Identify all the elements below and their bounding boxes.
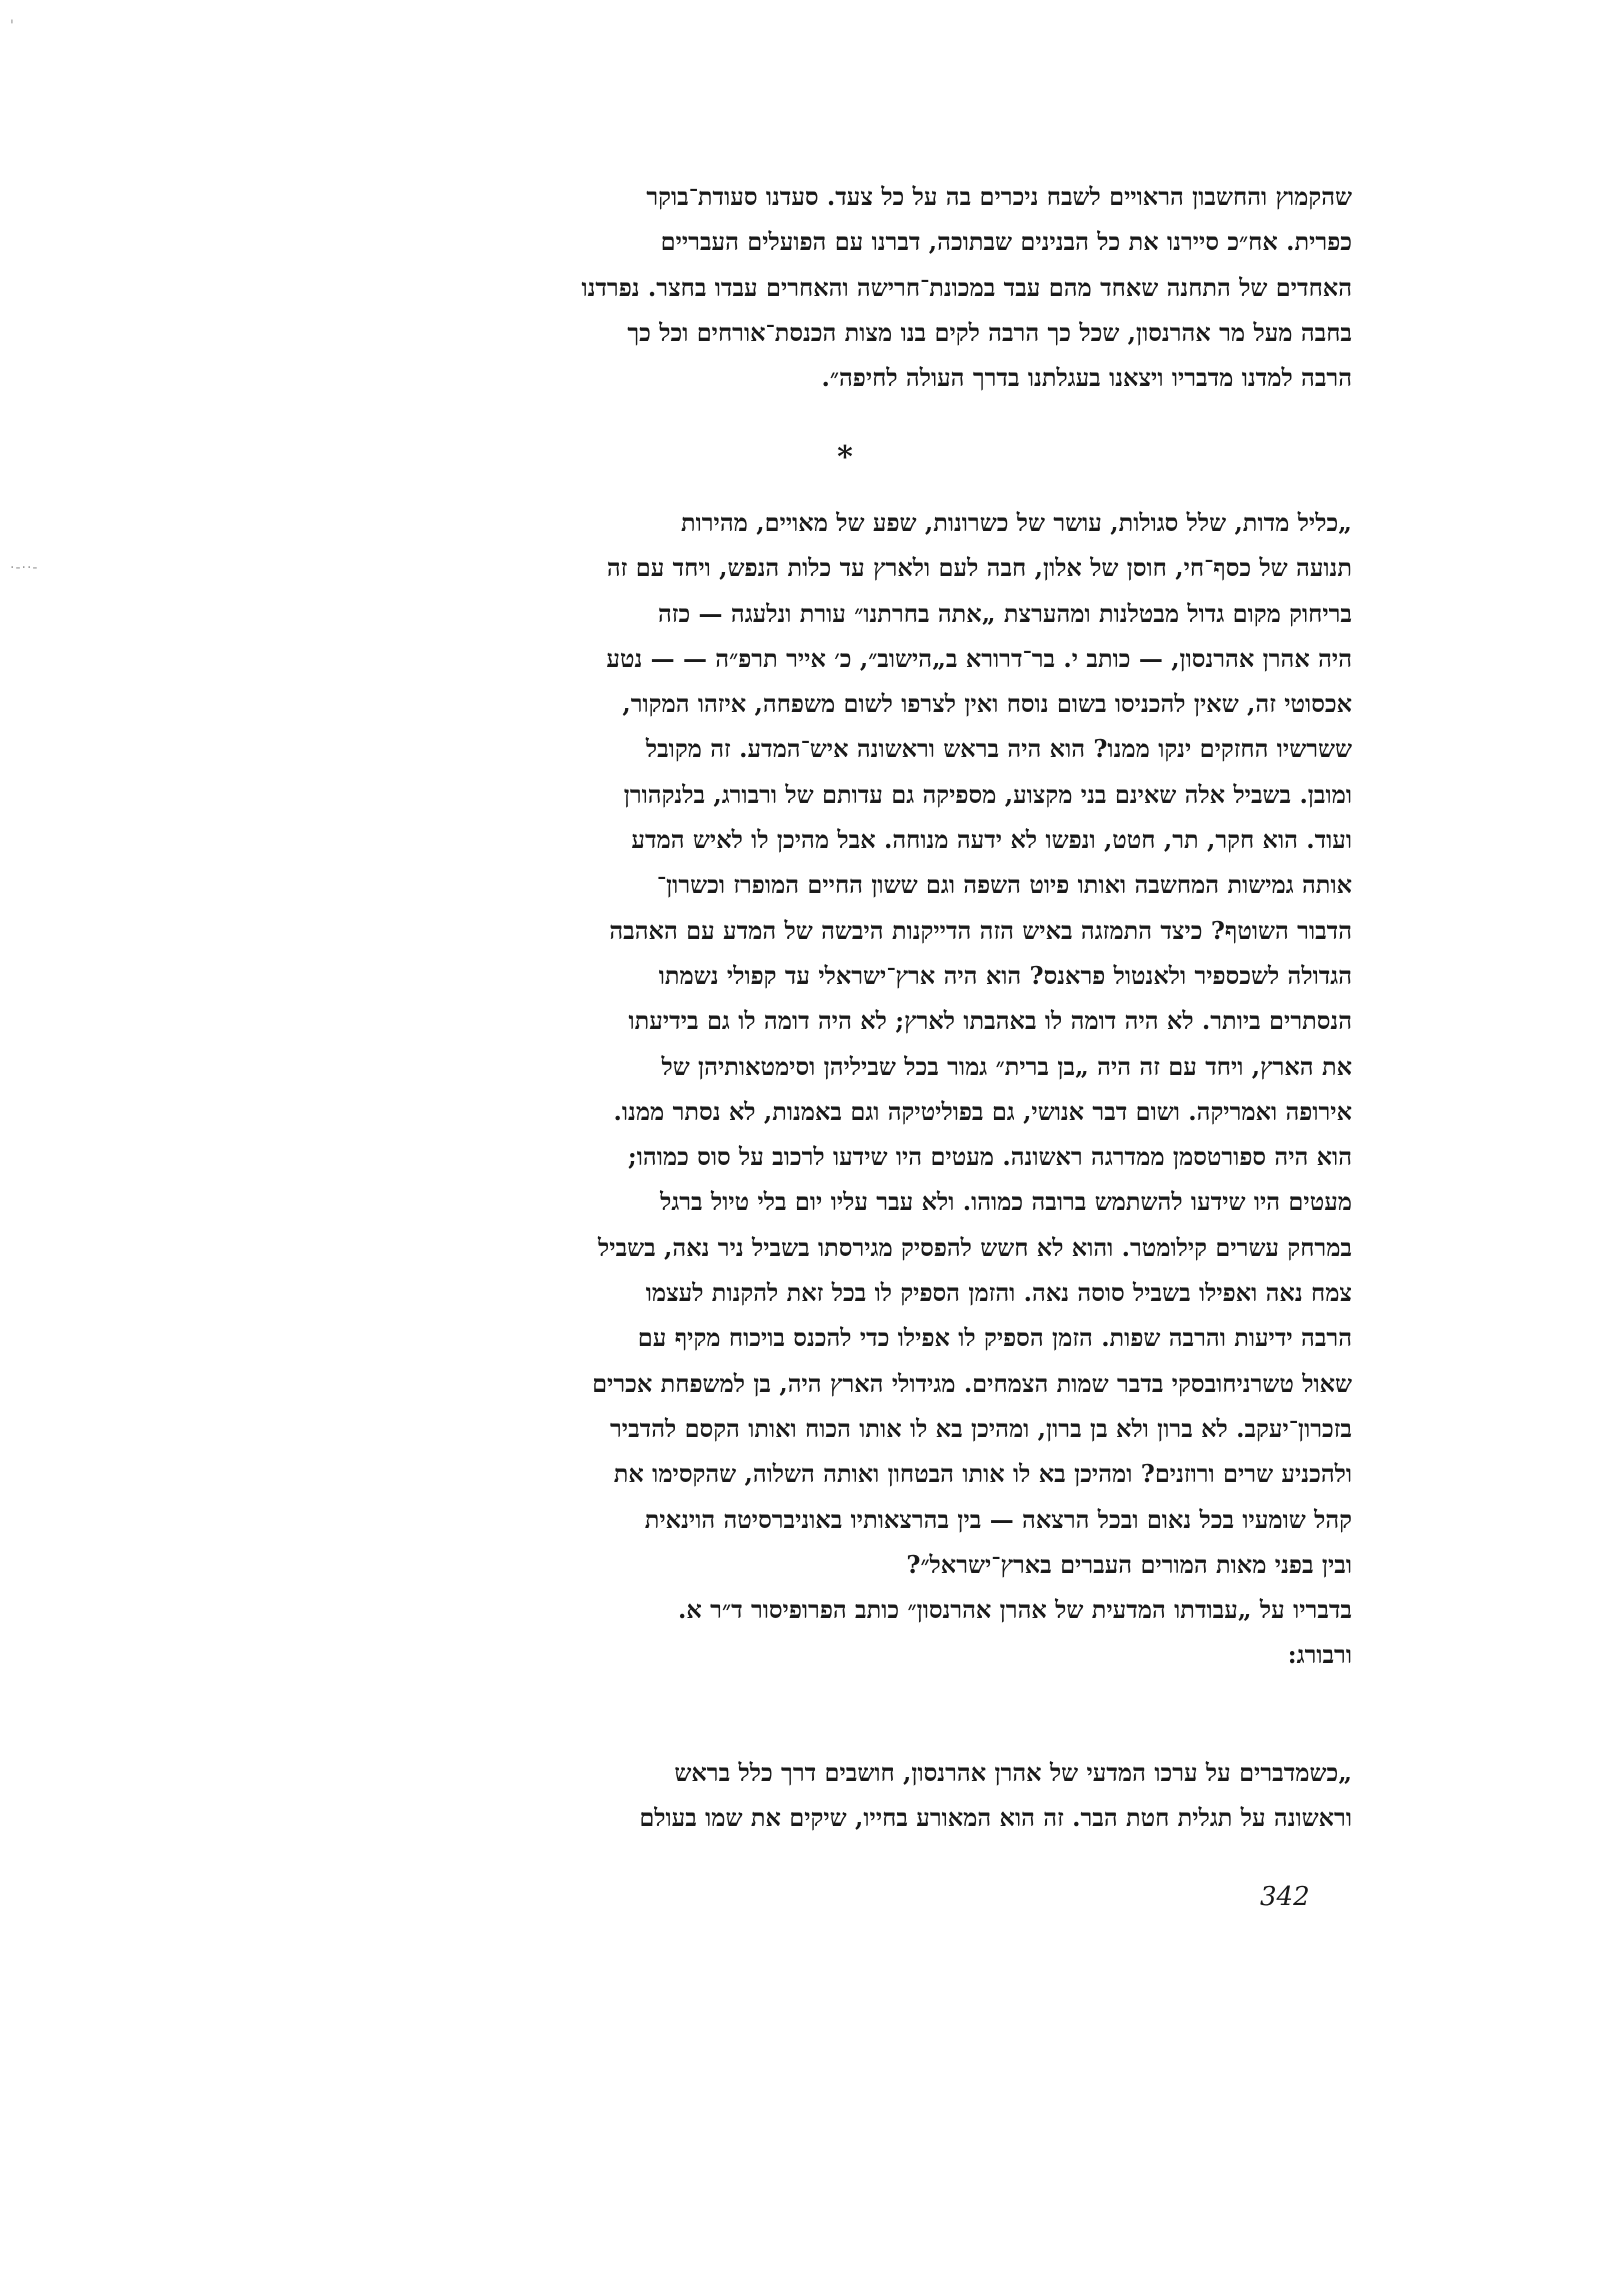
text-line: אותה גמישות המחשבה ואותו פיוט השפה וגם ששון החיים המופרז וכשרון־	[656, 870, 1352, 900]
paragraph-quote	[352, 1750, 1352, 1841]
text-line: ובין בפני מאות המורים העברים בארץ־ישראל״?	[906, 1549, 1352, 1579]
text-line: האחדים של התחנה שאחד מהם עבד במכונת־חרישה והאחרים עבדו בחצר. נפרדנו	[581, 272, 1352, 302]
section-separator: *	[837, 440, 853, 475]
text-line: הרבה למדנו מדבריו ויצאנו בעגלתנו בדרך העולה לחיפה״.	[821, 363, 1352, 393]
paragraph-main	[352, 500, 1352, 1678]
text-line: ועוד. הוא חקר, תר, חטט, ונפשו לא ידעה מנוחה. אבל מהיכן לו לאיש המדע	[631, 825, 1352, 855]
text-line: בזכרון־יעקב. לא ברון ולא בן ברון, ומהיכן בא לו אותו הכוח ואותו הקסם להדביר	[610, 1413, 1352, 1443]
text-line: הדבור השוטף? כיצד התמזגה באיש הזה הדייקנות היבשה של המדע עם האהבה	[609, 915, 1352, 945]
text-line: את הארץ, ויחד עם זה היה „בן ברית״ גמור בכל שביליהן וסימטאותיהן של	[661, 1051, 1352, 1081]
text-line: שאול טשרניחובסקי בדבר שמות הצמחים. מגידולי הארץ היה, בן למשפחת אכרים	[592, 1368, 1352, 1398]
scan-mark: ·-··-	[10, 560, 39, 576]
text-line: „כליל מדות, שלל סגולות, עושר של כשרונות, שפע של מאויים, מהירות	[680, 508, 1352, 537]
text-line: מעטים היו שידעו להשתמש ברובה כמוהו. ולא עבר עליו יום בלי טיול ברגל	[660, 1187, 1352, 1217]
text-line: הוא היה ספורטסמן ממדרגה ראשונה. מעטים היו שידעו לרכוב על סוס כמוהו;	[627, 1142, 1352, 1172]
text-line: צמח נאה ואפילו בשביל סוסה נאה. והזמן הספיק לו בכל זאת להקנות לעצמו	[645, 1278, 1352, 1308]
text-line: אכסוטי זה, שאין להכניסו בשום נוסח ואין לצרפו לשום משפחה, איזהו המקור,	[622, 689, 1352, 719]
text-line: הרבה ידיעות והרבה שפות. הזמן הספיק לו אפילו כדי להכנס בויכוח מקיף עם	[637, 1323, 1352, 1353]
text-line: כפרית. אח״כ סיירנו את כל הבנינים שבתוכה, דברנו עם הפועלים העבריים	[660, 227, 1352, 257]
text-line: ורבורג:	[1287, 1640, 1352, 1670]
text-line: וראשונה על תגלית חטת הבר. זה הוא המאורע בחייו, שיקים את שמו בעולם	[639, 1803, 1352, 1833]
page-number: 342	[1260, 1882, 1310, 1912]
text-line: קהל שומעיו בכל נאום ובכל הרצאה — בין בהרצאותיו באוניברסיטה הוינאית	[644, 1504, 1352, 1534]
text-line: בדבריו על „עבודתו המדעית של אהרן אהרנסון״ כותב הפרופיסור ד״ר א.	[678, 1595, 1352, 1625]
text-line: הגדולה לשכספיר ולאנטול פראנס? הוא היה ארץ־ישראלי עד קפולי נשמתו	[658, 960, 1352, 990]
text-line: שהקמוץ והחשבון הראויים לשבח ניכרים בה על כל צעד. סעדנו סעודת־בוקר	[646, 182, 1352, 211]
text-line: ולהכניע שרים ורוזנים? ומהיכן בא לו אותו הבטחון ואותה השלוה, שהקסימו את	[613, 1459, 1352, 1489]
text-line: ומובן. בשביל אלה שאינם בני מקצוע, מספיקה גם עדותם של ורבורג, בלנקהורן	[623, 779, 1352, 809]
text-line: בחבה מעל מר אהרנסון, שכל כך הרבה לקים בנו מצות הכנסת־אורחים וכל כך	[627, 317, 1352, 347]
text-line: היה אהרן אהרנסון, — כותב י. בר־דרורא ב„הישוב״, כ׳ אייר תרפ״ה — — נטע	[606, 643, 1352, 673]
scan-mark: '	[10, 18, 14, 34]
text-line: „כשמדברים על ערכו המדעי של אהרן אהרנסון, חושבים דרך כלל בראש	[674, 1758, 1352, 1787]
text-line: הנסתרים ביותר. לא היה דומה לו באהבתו לארץ; לא היה דומה לו גם בידיעתו	[628, 1006, 1352, 1036]
text-line: בריחוק מקום גדול מבטלנות ומהערצת „אתה בחרתנו״ עורת ונלעגה — כזה	[657, 598, 1352, 628]
text-line: תנועה של כסף־חי, חוסן של אלון, חבה לעם ולארץ עד כלות הנפש, ויחד עם זה	[606, 553, 1352, 583]
text-line: ששרשיו החזקים ינקו ממנו? הוא היה בראש וראשונה איש־המדע. זה מקובל	[645, 734, 1352, 764]
text-line: במרחק עשרים קילומטר. והוא לא חשש להפסיק מגירסתו בשביל ניר נאה, בשביל	[598, 1232, 1352, 1262]
text-line: אירופה ואמריקה. ושום דבר אנושי, גם בפוליטיקה וגם באמנות, לא נסתר ממנו.	[613, 1096, 1352, 1126]
paragraph-top	[352, 174, 1352, 400]
